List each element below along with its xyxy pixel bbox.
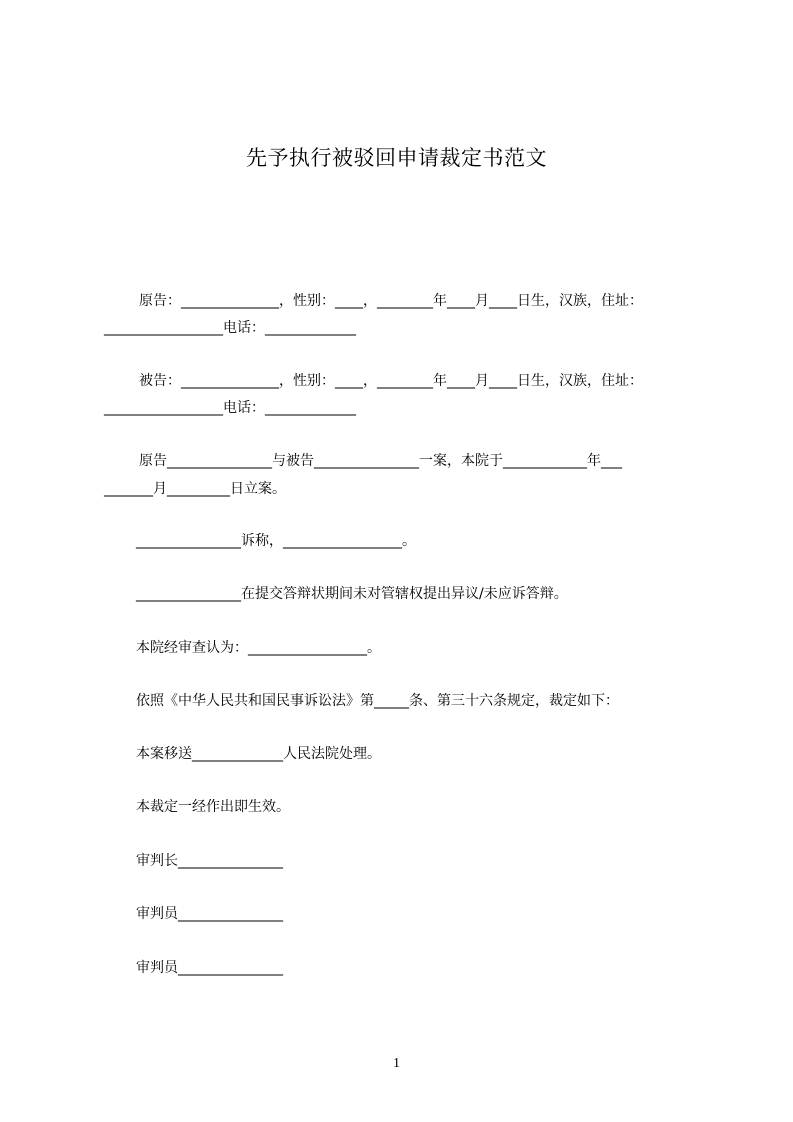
- transfer-paragraph: 本案移送_____________人民法院处理。: [136, 746, 381, 762]
- legal-basis-paragraph: 依照《中华人民共和国民事诉讼法》第_____条、第三十六条规定，裁定如下：: [136, 693, 619, 709]
- case-line-1: 原告_______________与被告_______________一案，本院于____________年___: [139, 453, 622, 469]
- claim-paragraph: _______________诉称，_________________。: [136, 533, 416, 549]
- signature-judge-1: 审判员_______________: [136, 906, 283, 922]
- case-line-2: _______月_________日立案。: [104, 481, 286, 497]
- objection-paragraph: _______________在提交答辩状期间未对管辖权提出异议/未应诉答辩。: [136, 586, 568, 602]
- document-title: 先予执行被驳回申请裁定书范文: [246, 146, 547, 170]
- signature-presiding-judge: 审判长_______________: [136, 853, 283, 869]
- page-number: 1: [393, 1056, 400, 1071]
- review-paragraph: 本院经审查认为：_________________。: [136, 640, 381, 656]
- plaintiff-line-2: _________________电话：_____________: [104, 320, 356, 336]
- effect-paragraph: 本裁定一经作出即生效。: [136, 799, 290, 815]
- defendant-line-1: 被告：______________，性别：____，________年____月____日生，汉族，住址：: [139, 373, 643, 389]
- signature-judge-2: 审判员_______________: [136, 960, 283, 976]
- plaintiff-line-1: 原告：______________，性别：____，________年____月____日生，汉族，住址：: [139, 293, 643, 309]
- defendant-line-2: _________________电话：_____________: [104, 400, 356, 416]
